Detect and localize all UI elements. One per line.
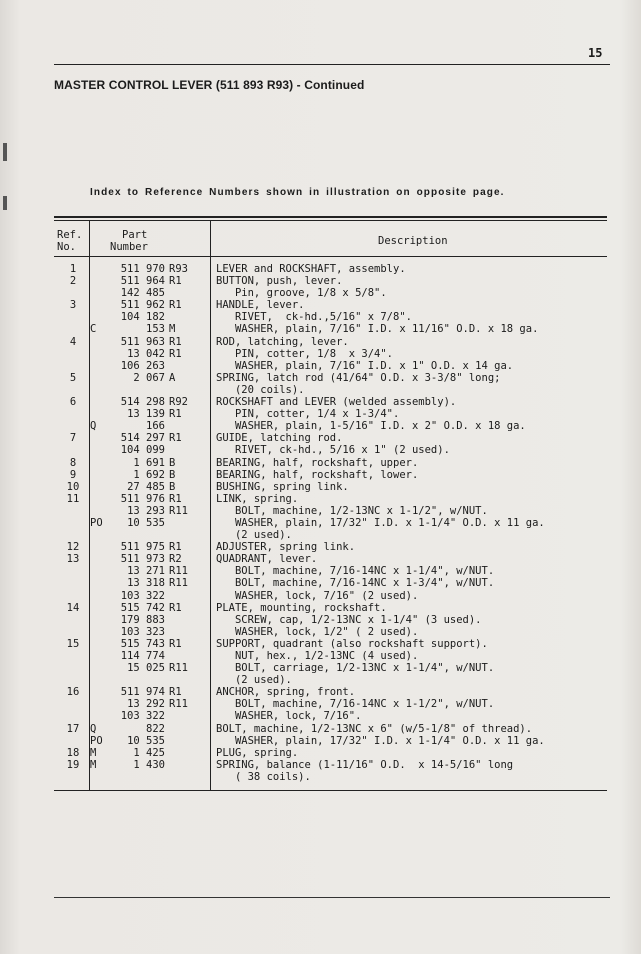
part-suffix-cell: R1 (169, 601, 182, 614)
part-number-cell: 511 974 (120, 686, 165, 699)
description-cell: ( 38 coils). (216, 770, 311, 783)
description-cell: Pin, groove, 1/8 x 5/8". (216, 287, 387, 300)
source-code-cell: C (90, 323, 97, 336)
part-suffix-cell: R93 (169, 263, 188, 275)
table-row (0, 505, 641, 517)
table-row (0, 323, 641, 335)
source-code-cell: PO (90, 734, 103, 747)
table-row (0, 348, 641, 360)
part-number-cell: 13 042 (127, 347, 165, 360)
ref-cell: 4 (69, 335, 77, 348)
table-row (0, 759, 641, 771)
description-cell: ANCHOR, spring, front. (216, 686, 356, 699)
source-code-cell: M (90, 746, 97, 759)
part-suffix-cell: R1 (169, 347, 182, 360)
description-cell: ADJUSTER, spring link. (216, 541, 356, 554)
description-cell: BEARING, half, rockshaft, lower. (216, 468, 419, 481)
table-top-rule (54, 216, 607, 218)
description-cell: WASHER, plain, 7/16" I.D. x 11/16" O.D. x 18 ga. (216, 323, 539, 336)
header-part (110, 229, 148, 253)
ref-cell: 13 (66, 553, 80, 566)
part-number-cell: 515 742 (120, 601, 165, 614)
table-row (0, 299, 641, 311)
part-suffix-cell: R1 (169, 299, 182, 312)
ref-cell: 8 (69, 456, 77, 469)
part-suffix-cell: R2 (169, 553, 182, 566)
part-suffix-cell: R1 (169, 492, 182, 505)
table-row (0, 493, 641, 505)
part-suffix-cell: R1 (169, 335, 182, 348)
part-number-cell: 10 535 (127, 734, 165, 747)
part-number-cell: 13 318 (127, 577, 165, 590)
ref-cell: 10 (66, 480, 80, 493)
description-cell: SPRING, latch rod (41/64" O.D. x 3-3/8" long; (216, 371, 501, 384)
description-cell: RIVET, ck-hd.,5/16" x 7/8". (216, 311, 412, 324)
ref-cell: 5 (69, 371, 77, 384)
part-number-cell: 1 692 (133, 468, 165, 481)
part-number-cell: 13 293 (127, 504, 165, 517)
table-body (0, 263, 641, 783)
header-part-line2: Number (110, 241, 148, 253)
part-number-cell: 13 271 (127, 565, 165, 578)
header-ref-line2: No. (57, 241, 76, 253)
table-row (0, 372, 641, 384)
source-code-cell: Q (90, 722, 97, 735)
source-code-cell: M (90, 758, 97, 771)
part-suffix-cell: R1 (169, 686, 182, 699)
description-cell: WASHER, lock, 7/16". (216, 710, 362, 723)
part-number-cell: 515 743 (120, 637, 165, 650)
description-cell: BOLT, machine, 7/16-14NC x 1-3/4", w/NUT. (216, 577, 495, 590)
header-description: Description (378, 235, 448, 247)
ref-cell: 18 (66, 746, 80, 759)
part-number-cell: 13 292 (127, 698, 165, 711)
part-suffix-cell: B (169, 456, 176, 469)
footer-rule (54, 897, 610, 898)
header-part-line1: Part (122, 229, 148, 241)
description-cell: QUADRANT, lever. (216, 553, 318, 566)
table-row (0, 565, 641, 577)
description-cell: SPRING, balance (1-11/16" O.D. x 14-5/16" long (216, 758, 514, 771)
table-row (0, 384, 641, 396)
part-number-cell: 1 425 (133, 746, 165, 759)
description-cell: BOLT, carriage, 1/2-13NC x 1-1/4", w/NUT. (216, 662, 495, 675)
page-title: MASTER CONTROL LEVER (511 893 R93) - Continued (54, 78, 365, 92)
ref-cell: 12 (66, 541, 80, 554)
part-suffix-cell: R11 (169, 577, 188, 590)
table-row (0, 457, 641, 469)
table-row (0, 408, 641, 420)
description-cell: (2 used). (216, 674, 292, 687)
ref-cell: 11 (66, 492, 80, 505)
table-row (0, 698, 641, 710)
part-number-cell: 514 297 (120, 432, 165, 445)
part-suffix-cell: B (169, 480, 176, 493)
description-cell: PIN, cotter, 1/4 x 1-3/4". (216, 408, 400, 421)
table-row (0, 469, 641, 481)
description-cell: WASHER, lock, 1/2" ( 2 used). (216, 625, 419, 638)
page-number: 15 (588, 46, 603, 60)
description-cell: (20 coils). (216, 383, 305, 396)
part-suffix-cell: R11 (169, 698, 188, 711)
description-cell: WASHER, lock, 7/16" (2 used). (216, 589, 419, 602)
part-suffix-cell: R1 (169, 637, 182, 650)
table-row (0, 432, 641, 444)
table-row (0, 674, 641, 686)
table-row (0, 311, 641, 323)
part-suffix-cell: R1 (169, 541, 182, 554)
part-suffix-cell: B (169, 468, 176, 481)
part-suffix-cell: A (169, 371, 176, 384)
ref-cell: 14 (66, 601, 80, 614)
description-cell: BUTTON, push, lever. (216, 275, 343, 288)
part-suffix-cell: R11 (169, 565, 188, 578)
table-row (0, 747, 641, 759)
description-cell: GUIDE, latching rod. (216, 432, 343, 445)
table-row (0, 686, 641, 698)
ref-cell: 15 (66, 637, 80, 650)
description-cell: LINK, spring. (216, 492, 299, 505)
part-number-cell: 13 139 (127, 408, 165, 421)
description-cell: ROD, latching, lever. (216, 335, 349, 348)
description-cell: LEVER and ROCKSHAFT, assembly. (216, 263, 406, 275)
table-row (0, 577, 641, 589)
table-row (0, 517, 641, 529)
part-number-cell: 27 485 (127, 480, 165, 493)
description-cell: WASHER, plain, 17/32" I.D. x 1-1/4" O.D. x 11 ga. (216, 734, 545, 747)
description-cell: NUT, hex., 1/2-13NC (4 used). (216, 650, 419, 662)
part-suffix-cell: R11 (169, 504, 188, 517)
table-row (0, 529, 641, 541)
ref-cell: 17 (66, 722, 80, 735)
source-code-cell: PO (90, 516, 103, 529)
part-suffix-cell: M (169, 323, 176, 336)
part-number-cell: 103 323 (120, 625, 165, 638)
table-row (0, 735, 641, 747)
part-number-cell: 2 067 (133, 371, 165, 384)
table-top-rule-thin (54, 220, 607, 221)
description-cell: SUPPORT, quadrant (also rockshaft support). (216, 637, 488, 650)
description-cell: BOLT, machine, 1/2-13NC x 6" (w/5-1/8" of thread). (216, 722, 533, 735)
part-number-cell: 103 322 (120, 589, 165, 602)
description-cell: RIVET, ck-hd., 5/16 x 1" (2 used). (216, 444, 450, 457)
part-suffix-cell: R1 (169, 275, 182, 288)
header-rule (54, 64, 610, 65)
header-ref (57, 229, 87, 253)
table-row (0, 396, 641, 408)
description-cell: WASHER, plain, 1-5/16" I.D. x 2" O.D. x 18 ga. (216, 420, 526, 433)
description-cell: BOLT, machine, 1/2-13NC x 1-1/2", w/NUT. (216, 504, 488, 517)
part-suffix-cell: R11 (169, 662, 188, 675)
part-number-cell: 511 976 (120, 492, 165, 505)
table-header-rule (54, 256, 607, 257)
source-code-cell: Q (90, 420, 97, 433)
part-suffix-cell: R1 (169, 432, 182, 445)
part-number-cell: 106 263 (120, 359, 165, 372)
part-number-cell: 166 (146, 420, 165, 433)
part-number-cell: 142 485 (120, 287, 165, 300)
table-bottom-rule (54, 790, 607, 791)
table-row (0, 590, 641, 602)
description-cell: PLATE, mounting, rockshaft. (216, 601, 387, 614)
table-row (0, 444, 641, 456)
part-number-cell: 514 298 (120, 396, 165, 409)
part-number-cell: 104 182 (120, 311, 165, 324)
ref-cell: 2 (69, 275, 77, 288)
ref-cell: 1 (69, 263, 77, 275)
table-row (0, 771, 641, 783)
table-row (0, 710, 641, 722)
header-ref-line1: Ref. (57, 229, 83, 241)
part-number-cell: 511 962 (120, 299, 165, 312)
table-row (0, 481, 641, 493)
description-cell: BUSHING, spring link. (216, 480, 349, 493)
part-number-cell: 511 964 (120, 275, 165, 288)
table-row (0, 275, 641, 287)
table-row (0, 626, 641, 638)
description-cell: WASHER, plain, 7/16" I.D. x 1" O.D. x 14 ga. (216, 359, 514, 372)
description-cell: BOLT, machine, 7/16-14NC x 1-1/4", w/NUT. (216, 565, 495, 578)
table-row (0, 360, 641, 372)
index-note: Index to Reference Numbers shown in illustration on opposite page. (90, 187, 505, 198)
part-suffix-cell: R92 (169, 396, 188, 409)
part-number-cell: 103 322 (120, 710, 165, 723)
description-cell: PIN, cotter, 1/8 x 3/4". (216, 347, 394, 360)
table-row (0, 723, 641, 735)
margin-mark-bottom (3, 196, 7, 210)
part-number-cell: 10 535 (127, 516, 165, 529)
ref-cell: 6 (69, 396, 77, 409)
part-number-cell: 1 430 (133, 758, 165, 771)
part-number-cell: 114 774 (120, 650, 165, 662)
description-cell: (2 used). (216, 529, 292, 542)
part-number-cell: 1 691 (133, 456, 165, 469)
table-row (0, 263, 641, 275)
part-number-cell: 822 (146, 722, 165, 735)
description-cell: BEARING, half, rockshaft, upper. (216, 456, 419, 469)
ref-cell: 16 (66, 686, 80, 699)
part-number-cell: 179 883 (120, 613, 165, 626)
table-row (0, 650, 641, 662)
ref-cell: 9 (69, 468, 77, 481)
ref-cell: 19 (66, 758, 80, 771)
table-row (0, 541, 641, 553)
ref-cell: 3 (69, 299, 77, 312)
table-row (0, 336, 641, 348)
table-row (0, 638, 641, 650)
description-cell: BOLT, machine, 7/16-14NC x 1-1/2", w/NUT. (216, 698, 495, 711)
table-row (0, 614, 641, 626)
description-cell: WASHER, plain, 17/32" I.D. x 1-1/4" O.D. x 11 ga. (216, 516, 545, 529)
ref-cell: 7 (69, 432, 77, 445)
table-row (0, 602, 641, 614)
table-row (0, 553, 641, 565)
table-row (0, 287, 641, 299)
table-row (0, 420, 641, 432)
description-cell: HANDLE, lever. (216, 299, 305, 312)
part-number-cell: 511 975 (120, 541, 165, 554)
part-number-cell: 511 963 (120, 335, 165, 348)
part-number-cell: 511 973 (120, 553, 165, 566)
part-number-cell: 153 (146, 323, 165, 336)
description-cell: ROCKSHAFT and LEVER (welded assembly). (216, 396, 457, 409)
part-number-cell: 104 099 (120, 444, 165, 457)
table-row (0, 662, 641, 674)
margin-mark-top (3, 143, 7, 161)
part-suffix-cell: R1 (169, 408, 182, 421)
part-number-cell: 15 025 (127, 662, 165, 675)
description-cell: SCREW, cap, 1/2-13NC x 1-1/4" (3 used). (216, 613, 482, 626)
part-number-cell: 511 970 (120, 263, 165, 275)
description-cell: PLUG, spring. (216, 746, 299, 759)
